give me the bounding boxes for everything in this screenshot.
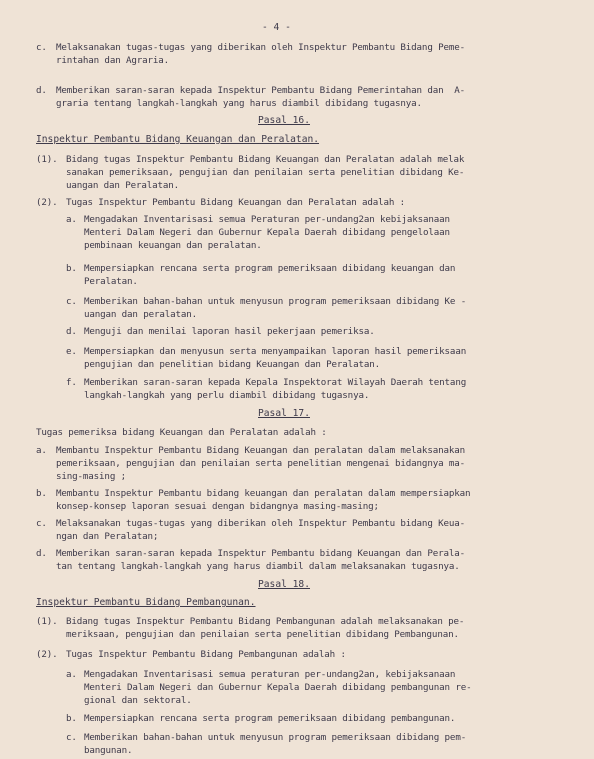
section-title: Pasal 17. (258, 408, 310, 419)
section-heading: Inspektur Pembantu Bidang Pembangunan. (36, 597, 256, 608)
item-line: bangunan. (84, 745, 133, 756)
item-line: ngan dan Peralatan; (56, 531, 159, 542)
item-line: Mengadakan Inventarisasi semua Peraturan per-undang2an kebijaksanaan (84, 214, 450, 225)
section-intro: Tugas pemeriksa bidang Keuangan dan Peralatan adalah : (36, 427, 327, 438)
item-marker: d. (66, 326, 77, 337)
item-line: Memberikan saran-saran kepada Inspektur Pembantu bidang Keuangan dan Perala- (56, 548, 465, 559)
item-line: Menteri Dalam Negeri dan Gubernur Kepala Daerah dibidang pengelolaan (84, 227, 450, 238)
item-line: Memberikan saran-saran kepada Inspektur Pembantu Bidang Pemerintahan dan A- (56, 85, 465, 96)
item-line: Peralatan. (84, 276, 138, 287)
item-marker: c. (66, 296, 77, 307)
item-line: sing-masing ; (56, 471, 126, 482)
item-line: Melaksanakan tugas-tugas yang diberikan oleh Inspektur Pembantu bidang Keua- (56, 518, 465, 529)
paragraph-marker: (2). (36, 197, 58, 208)
item-line: Mempersiapkan dan menyusun serta menyampaikan laporan hasil pemeriksaan (84, 346, 467, 357)
paragraph-line: Bidang tugas Inspektur Pembantu Bidang Keuangan dan Peralatan adalah melak (66, 154, 465, 165)
item-line: langkah-langkah yang perlu diambil dibidang tugasnya. (84, 390, 370, 401)
item-line: uangan dan peralatan. (84, 309, 198, 320)
item-line: Membantu Inspektur Pembantu Bidang Keuangan dan peralatan dalam melaksanakan (56, 445, 465, 456)
paragraph-line: Bidang tugas Inspektur Pembantu Bidang Pembangunan adalah melaksanakan pe- (66, 616, 465, 627)
item-line: gional dan sektoral. (84, 695, 192, 706)
item-marker: c. (36, 42, 47, 53)
item-line: Mempersiapkan rencana serta program pemeriksaan dibidang keuangan dan (84, 263, 456, 274)
item-line: Melaksanakan tugas-tugas yang diberikan oleh Inspektur Pembantu Bidang Peme- (56, 42, 465, 53)
section-heading: Inspektur Pembantu Bidang Keuangan dan Peralatan. (36, 134, 320, 145)
paragraph-marker: (2). (36, 649, 58, 660)
item-marker: e. (66, 346, 77, 357)
item-marker: a. (36, 445, 47, 456)
item-line: graria tentang langkah-langkah yang harus diambil dibidang tugasnya. (56, 98, 422, 109)
item-marker: d. (36, 548, 47, 559)
paragraph-line: sanakan pemeriksaan, pengujian dan penilaian serta penelitian dibidang Ke- (66, 167, 465, 178)
paragraph-line: meriksaan, pengujian dan penilaian serta penelitian dibidang Pembangunan. (66, 629, 459, 640)
paragraph-line: Tugas Inspektur Pembantu Bidang Keuangan dan Peralatan adalah : (66, 197, 406, 208)
item-marker: f. (66, 377, 77, 388)
paragraph-marker: (1). (36, 154, 58, 165)
item-line: Memberikan saran-saran kepada Kepala Inspektorat Wilayah Daerah tentang (84, 377, 467, 388)
item-line: tan tentang langkah-langkah yang harus diambil dalam melaksanakan tugasnya. (56, 561, 460, 572)
item-line: rintahan dan Agraria. (56, 55, 170, 66)
paragraph-marker: (1). (36, 616, 58, 627)
section-title: Pasal 16. (258, 115, 310, 126)
item-line: Membantu Inspektur Pembantu bidang keuangan dan peralatan dalam mempersiapkan (56, 488, 471, 499)
section-title: Pasal 18. (258, 579, 310, 590)
item-marker: c. (36, 518, 47, 529)
item-marker: d. (36, 85, 47, 96)
item-line: Memberikan bahan-bahan untuk menyusun program pemeriksaan dibidang Ke - (84, 296, 467, 307)
item-line: pemeriksaan, pengujian dan penilaian serta penelitian mengenai bidangnya ma- (56, 458, 465, 469)
item-marker: c. (66, 732, 77, 743)
item-line: Memberikan bahan-bahan untuk menyusun program pemeriksaan dibidang pem- (84, 732, 467, 743)
paragraph-line: Tugas Inspektur Pembantu Bidang Pembangunan adalah : (66, 649, 346, 660)
item-marker: b. (66, 263, 77, 274)
page-number: - 4 - (262, 22, 291, 33)
item-marker: b. (66, 713, 77, 724)
paragraph-line: uangan dan Peralatan. (66, 180, 180, 191)
item-line: pembinaan keuangan dan peralatan. (84, 240, 262, 251)
item-marker: a. (66, 214, 77, 225)
item-line: pengujian dan penelitian bidang Keuangan dan Peralatan. (84, 359, 380, 370)
item-line: Menguji dan menilai laporan hasil pekerjaan pemeriksa. (84, 326, 375, 337)
item-line: konsep-konsep laporan sesuai dengan bidangnya masing-masing; (56, 501, 379, 512)
item-line: Menteri Dalam Negeri dan Gubernur Kepala Daerah dibidang pembangunan re- (84, 682, 472, 693)
item-marker: b. (36, 488, 47, 499)
item-line: Mempersiapkan rencana serta program pemeriksaan dibidang pembangunan. (84, 713, 456, 724)
item-marker: a. (66, 669, 77, 680)
item-line: Mengadakan Inventarisasi semua peraturan per-undang2an, kebijaksanaan (84, 669, 456, 680)
